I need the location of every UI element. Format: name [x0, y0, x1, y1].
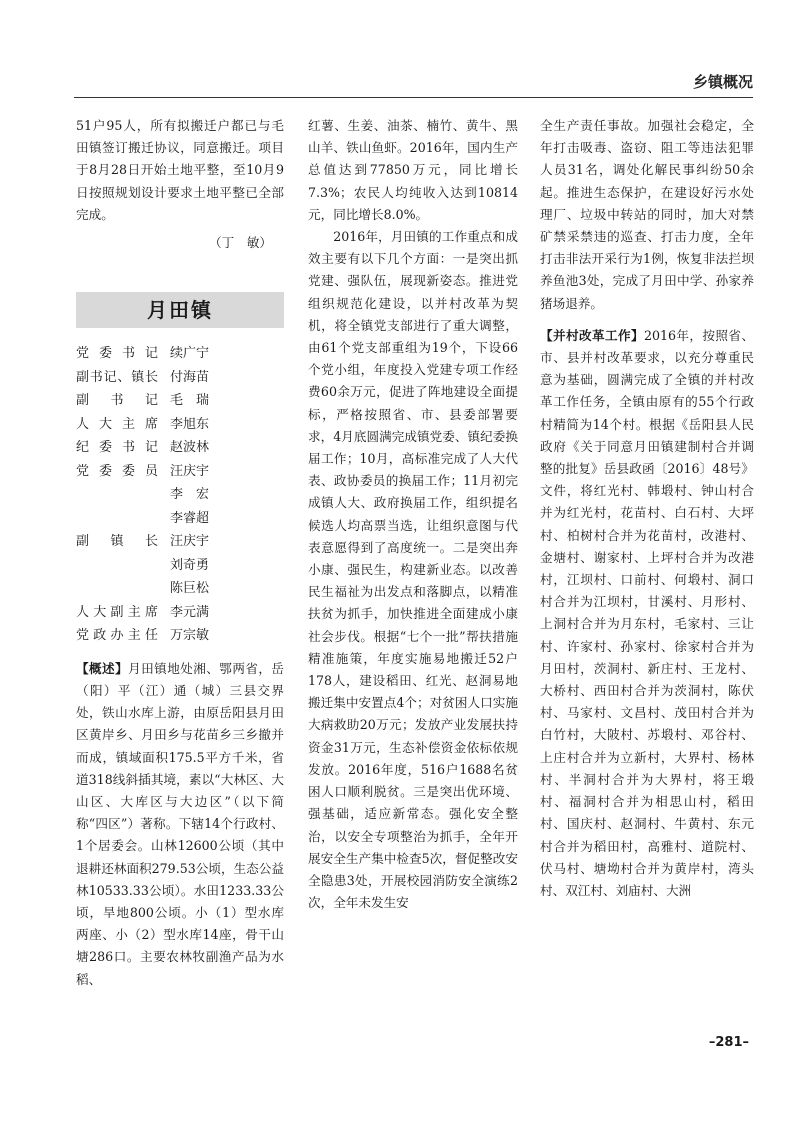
official-row	[76, 413, 284, 437]
official-title: 副书记、镇长	[76, 369, 158, 385]
safety-paragraph: 全生产责任事故。加强社会稳定，全年打击吸毒、盗窃、阻工等违法犯罪人员31名，调处化解民事纠纷50余起。推进生态保护，在建设好污水处理厂、垃圾中转站的同时，加大对禁矿禁采禁违的巡查、打击力度，全年打击非法开采行为1例，恢复非法拦坝养鱼池3处，完成了月田中学、孙家养猪场退养。	[540, 118, 754, 311]
official-title: 人大主席	[76, 416, 158, 432]
intro-paragraph: 51户95人，所有拟搬迁户都已与毛田镇签订搬迁协议，同意搬迁。项目于8月28日开始土地平整，至10月9日按照规划设计要求土地平整已全部完成。	[76, 118, 284, 222]
official-row	[76, 389, 284, 413]
official-row	[76, 507, 284, 531]
column-2	[308, 115, 518, 914]
official-title	[76, 554, 164, 578]
town-title-banner: 月田镇	[76, 292, 284, 328]
overview-paragraph	[76, 658, 284, 991]
column-1	[76, 115, 284, 991]
village-merger-paragraph	[540, 325, 754, 902]
section-header-title: 乡镇概况	[692, 73, 753, 91]
official-title: 党政办主任	[76, 628, 158, 644]
official-name: 汪庆宇	[170, 463, 210, 479]
official-row	[76, 601, 284, 625]
official-name: 李 宏	[170, 487, 210, 503]
work-focus-paragraph: 2016年，月田镇的工作重点和成效主要有以下几个方面：一是突出抓党建、强队伍，展现新姿态。推进党组织规范化建设，以并村改革为契机，将全镇党支部进行了重大调整，由61个党支部重组为19个，下设66个党小组，年度投入党建专项工作经费60余万元，促进了阵地建设全面提标，严格按照省、市、县委部署要求，4月底圆满完成镇党委、镇纪委换届工作；10月，高标准完成了人大代表、政协委员的换届工作；11月初完成镇人大、政府换届工作，组织提名候选人均高票当选，让组织意图与代表意愿得到了高度统一。二是突出奔小康、强民生，构建新业态。以改善民生福祉为出发点和落脚点，以精准扶贫为抓手，加快推进全面建成小康社会步伐。根据“七个一批”帮扶措施精准施策，年度实施易地搬迁52户178人，建设稻田、红光、赵洞易地搬迁集中安置点4个；对贫困人口实施大病救助20万元；发放产业发展扶持资金31万元，生态补偿资金依标依规发放。2016年度，516户1688名贫困人口顺利脱贫。三是突出优环境、强基础，适应新常态。强化安全整治，以安全专项整治为抓手，全年开展安全生产集中检查5次，督促整改安全隐患3处，开展校园消防安全演练2次，全年未发生安	[308, 229, 518, 911]
official-row	[76, 624, 284, 648]
official-title: 副书记	[76, 393, 158, 409]
official-title: 人大副主席	[76, 604, 158, 620]
official-title	[76, 577, 164, 601]
official-row	[76, 577, 284, 601]
official-row	[76, 366, 284, 390]
official-row	[76, 342, 284, 366]
official-row	[76, 530, 284, 554]
official-title	[76, 483, 164, 507]
economy-paragraph: 红薯、生姜、油茶、楠竹、黄牛、黑山羊、铁山鱼虾。2016年，国内生产总值达到77850万元，同比增长7.3%；农民人均纯收入达到10814元，同比增长8.0%。	[308, 118, 518, 222]
official-row	[76, 483, 284, 507]
official-title	[76, 507, 164, 531]
official-name: 续广宁	[170, 346, 210, 362]
official-row	[76, 460, 284, 484]
column-3	[540, 115, 754, 902]
official-name: 汪庆宇	[170, 534, 210, 550]
official-name: 李元满	[170, 604, 210, 620]
overview-tag: 【概述】	[76, 660, 129, 676]
official-name: 赵波林	[170, 440, 210, 456]
official-title: 党委书记	[76, 346, 158, 362]
official-title: 副镇长	[76, 534, 158, 550]
official-title: 纪委书记	[76, 440, 158, 456]
official-name: 李睿超	[170, 510, 210, 526]
official-name: 万宗敏	[170, 628, 210, 644]
village-merger-text: 2016年，按照省、市、县并村改革要求，以充分尊重民意为基础，圆满完成了全镇的并村改革工作任务，全镇由原有的55个行政村精简为14个村。根据《岳阳县人民政府《关于同意月田镇建制村合并调整的批复》岳县政函〔2016〕48号》文件，将红光村、韩塅村、钟山村合并为红光村，花苗村、白石村、大坪村、柏树村合并为花苗村，改港村、金塘村、谢家村、上坪村合并为改港村，江坝村、口前村、何塅村、洞口村合并为江坝村，甘溪村、月形村、上洞村合并为月东村，毛家村、三让村、许家村、孙家村、徐家村合并为月田村，茨洞村、新庄村、王龙村、大桥村、西田村合并为茨洞村，陈伏村、马家村、文昌村、茂田村合并为白竹村，大陂村、苏塅村、邓谷村、上庄村合并为立新村，大界村、杨林村、半洞村合并为大界村，将王塅村、福洞村合并为相思山村，稻田村、国庆村、赵洞村、牛黄村、东元村合并为稻田村，高雅村、道院村、伏马村、塘坳村合并为黄岸村，湾头村、双江村、刘庙村、大洲	[540, 327, 754, 898]
official-name: 刘奇勇	[170, 557, 210, 573]
author-signature: （丁 敏）	[209, 235, 272, 251]
official-name: 毛 瑞	[170, 393, 210, 409]
official-row	[76, 554, 284, 578]
village-merger-tag: 【并村改革工作】	[540, 327, 644, 343]
official-row	[76, 436, 284, 460]
official-name: 陈巨松	[170, 581, 210, 597]
official-name: 李旭东	[170, 416, 210, 432]
overview-text: 月田镇地处湘、鄂两省，岳（阳）平（江）通（城）三县交界处，铁山水库上游，由原岳阳县月田区黄岸乡、月田乡与花苗乡三乡撤并而成，镇域面积175.5平方千米，省道318线斜插其境，素以“大林区、大山区、大库区与大边区”（以下简称“四区”）著称。下辖14个行政村、1个居委会。山林12600公顷（其中退耕还林面积279.53公顷，生态公益林10533.33公顷）。水田1233.33公顷，旱地800公顷。小（1）型水库两座、小（2）型水库14座，骨干山塘286口。主要农林牧副渔产品为水稻、	[76, 660, 285, 987]
official-name: 付海苗	[170, 369, 210, 385]
page-number: –281–	[708, 1035, 749, 1050]
header-divider	[74, 97, 753, 98]
officials-list	[76, 342, 284, 648]
official-title: 党委委员	[76, 463, 158, 479]
